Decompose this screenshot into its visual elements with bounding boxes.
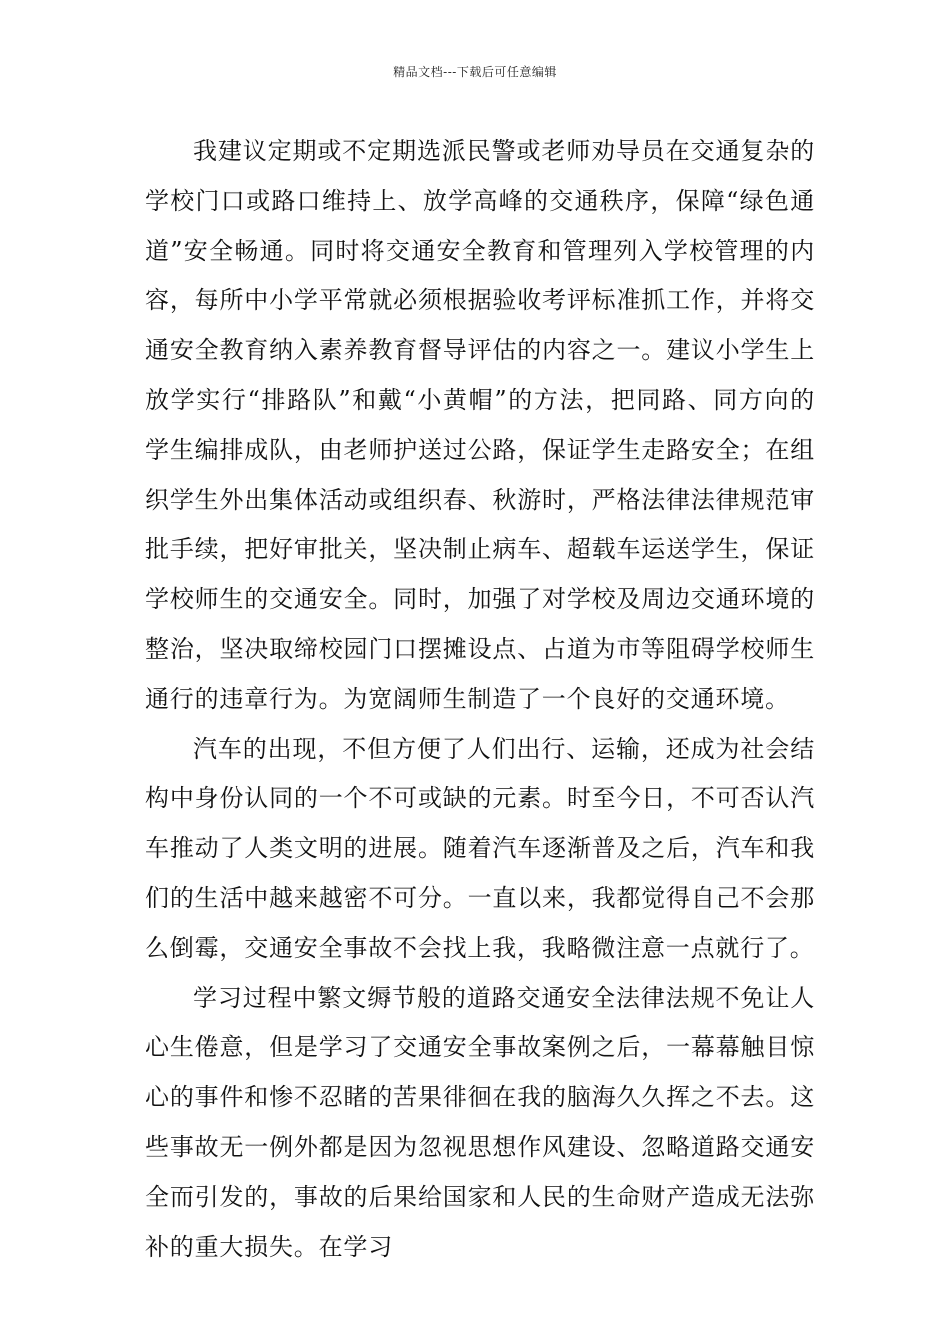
paragraph-1: 我建议定期或不定期选派民警或老师劝导员在交通复杂的学校门口或路口维持上、放学高峰的交通秩序，保障“绿色通道”安全畅通。同时将交通安全教育和管理列入学校管理的内容，每所中小学平常就必须根据验收考评标准抓工作，并将交通安全教育纳入素养教育督导评估的内容之一。建议小学生上放学实行“排路队”和戴“小黄帽”的方法，把同路、同方向的学生编排成队，由老师护送过公路，保证学生走路安全；在组织学生外出集体活动或组织春、秋游时，严格法律法律规范审批手续，把好审批关，坚决制止病车、超载车运送学生，保证学校师生的交通安全。同时，加强了对学校及周边交通环境的整治，坚决取缔校园门口摆摊设点、占道为市等阻碍学校师生通行的违章行为。为宽阔师生制造了一个良好的交通环境。 bbox=[145, 137, 815, 713]
document-body bbox=[145, 127, 815, 1272]
paragraph-3: 学习过程中繁文缛节般的道路交通安全法律法规不免让人心生倦意，但是学习了交通安全事故案例之后，一幕幕触目惊心的事件和惨不忍睹的苦果徘徊在我的脑海久久挥之不去。这些事故无一例外都是因为忽视思想作风建设、忽略道路交通安全而引发的，事故的后果给国家和人民的生命财产造成无法弥补的重大损失。在学习 bbox=[145, 983, 815, 1261]
paragraph-2: 汽车的出现，不但方便了人们出行、运输，还成为社会结构中身份认同的一个不可或缺的元素。时至今日，不可否认汽车推动了人类文明的进展。随着汽车逐渐普及之后，汽车和我们的生活中越来越密不可分。一直以来，我都觉得自己不会那么倒霉，交通安全事故不会找上我，我略微注意一点就行了。 bbox=[145, 734, 815, 962]
page-header: 精品文档---下载后可任意编辑 bbox=[393, 65, 557, 79]
